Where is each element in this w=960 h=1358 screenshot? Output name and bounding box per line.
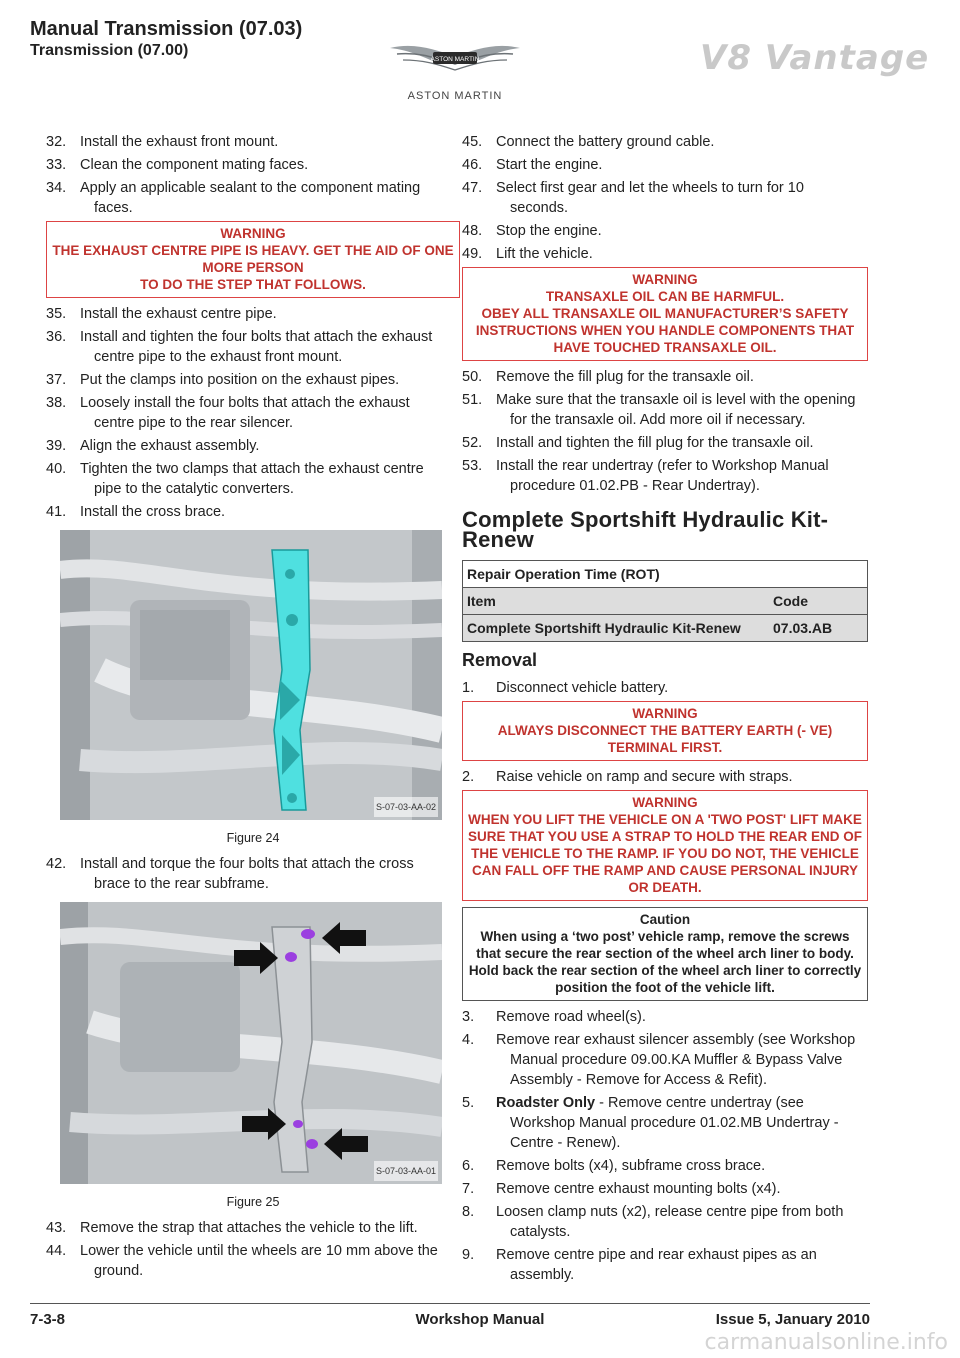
list-item xyxy=(46,436,460,456)
list-item xyxy=(462,1245,868,1285)
list-item xyxy=(46,1218,460,1238)
step-number: 36. xyxy=(46,329,67,345)
brand-name: ASTON MARTIN xyxy=(407,90,503,102)
step-text-cont: procedure 01.02.PB - Rear Undertray). xyxy=(510,478,760,494)
figure-caption: Figure 24 xyxy=(226,831,280,845)
warning-line: TRANSAXLE OIL CAN BE HARMFUL. xyxy=(545,289,785,304)
step-number: 43. xyxy=(46,1220,67,1236)
rot-row-code: 07.03.AB xyxy=(753,615,868,642)
step-text-cont: pipe to the catalytic converters. xyxy=(94,481,294,497)
step-text-cont: for the transaxle oil. Add more oil if necessary. xyxy=(510,412,806,428)
step-text: Remove the fill plug for the transaxle oil. xyxy=(496,369,754,385)
warning-line: OBEY ALL TRANSAXLE OIL MANUFACTURER’S SAFETY INSTRUCTIONS WHEN YOU HANDLE COMPONENTS THAT HAVE TOUCHED TRANSAXLE OIL. xyxy=(475,306,855,355)
model-name: V8 Vantage xyxy=(700,38,930,78)
step-number: 52. xyxy=(462,435,483,451)
step-text: Remove the strap that attaches the vehicle to the lift. xyxy=(80,1220,418,1236)
step-number: 1. xyxy=(462,680,475,696)
step-list xyxy=(46,854,460,894)
figure-25-image xyxy=(60,902,442,1184)
list-item xyxy=(46,854,460,894)
step-text-cont: seconds. xyxy=(510,200,569,216)
step-text: Remove road wheel(s). xyxy=(496,1009,646,1025)
step-number: 4. xyxy=(462,1032,475,1048)
step-text: Install the rear undertray (refer to Workshop Manual xyxy=(496,458,829,474)
figure-caption: Figure 25 xyxy=(226,1195,280,1209)
footer-divider xyxy=(30,1303,870,1304)
step-text: Align the exhaust assembly. xyxy=(80,438,260,454)
warning-box xyxy=(462,267,868,361)
list-item xyxy=(462,1030,868,1090)
warning-line: TO DO THE STEP THAT FOLLOWS. xyxy=(140,277,366,292)
list-item xyxy=(46,502,460,522)
warning-title: WARNING xyxy=(632,272,698,287)
warning-box xyxy=(462,701,868,761)
list-item xyxy=(462,1007,868,1027)
warning-line: ALWAYS DISCONNECT THE BATTERY EARTH (- VE) TERMINAL FIRST. xyxy=(497,723,833,755)
step-text-cont: brace to the rear subframe. xyxy=(94,876,269,892)
list-item xyxy=(46,132,460,152)
step-list xyxy=(462,767,868,787)
step-number: 53. xyxy=(462,458,483,474)
warning-title: WARNING xyxy=(632,706,698,721)
list-item xyxy=(462,1179,868,1199)
step-text: Raise vehicle on ramp and secure with straps. xyxy=(496,769,793,785)
caution-text: When using a ‘two post’ vehicle ramp, remove the screws that secure the rear section of the wheel arch liner to body. Hold back the rear section of the wheel arch liner to correctly position the foot of the vehicle lift. xyxy=(468,929,862,995)
step-text: Start the engine. xyxy=(496,157,603,173)
step-text: Remove rear exhaust silencer assembly (see Workshop xyxy=(496,1032,856,1048)
watermark: carmanualsonline.info xyxy=(704,1330,948,1355)
step-text-cont: centre pipe to the rear silencer. xyxy=(94,415,294,431)
step-text-cont: assembly. xyxy=(510,1267,575,1283)
list-item xyxy=(46,459,460,499)
warning-title: WARNING xyxy=(220,226,286,241)
step-text: Lower the vehicle until the wheels are 10 mm above the xyxy=(80,1243,438,1259)
step-number: 8. xyxy=(462,1204,475,1220)
step-number: 35. xyxy=(46,306,67,322)
list-item xyxy=(462,178,868,218)
step-number: 47. xyxy=(462,180,483,196)
list-item xyxy=(46,370,460,390)
step-text: Install the exhaust centre pipe. xyxy=(80,306,277,322)
step-number: 7. xyxy=(462,1181,475,1197)
list-item xyxy=(462,132,868,152)
rot-table xyxy=(462,560,868,642)
step-list xyxy=(462,1007,868,1090)
step-number: 42. xyxy=(46,856,67,872)
warning-box xyxy=(462,790,868,901)
step-number: 51. xyxy=(462,392,483,408)
list-item xyxy=(462,390,868,430)
page-number: 7-3-8 xyxy=(30,1311,66,1328)
step-text-cont: centre pipe to the exhaust front mount. xyxy=(94,349,343,365)
step-text: Connect the battery ground cable. xyxy=(496,134,715,150)
step-text: Disconnect vehicle battery. xyxy=(496,680,669,696)
step-text: Stop the engine. xyxy=(496,223,602,239)
step-text: Make sure that the transaxle oil is level with the opening xyxy=(496,392,856,408)
step-text: Lift the vehicle. xyxy=(496,246,593,262)
step-text: Remove bolts (x4), subframe cross brace. xyxy=(496,1158,766,1174)
warning-line: THE EXHAUST CENTRE PIPE IS HEAVY. GET THE AID OF ONE MORE PERSON xyxy=(52,243,454,275)
list-item xyxy=(462,155,868,175)
list-item xyxy=(462,1093,868,1153)
step-number: 40. xyxy=(46,461,67,477)
list-item xyxy=(462,367,868,387)
step-list xyxy=(46,1218,460,1281)
rot-row-item: Complete Sportshift Hydraulic Kit-Renew xyxy=(463,615,754,642)
step-number: 48. xyxy=(462,223,483,239)
step-bold-label: Roadster Only xyxy=(496,1095,596,1111)
step-number: 33. xyxy=(46,157,67,173)
list-item xyxy=(46,1241,460,1281)
step-number: 2. xyxy=(462,769,475,785)
left-column xyxy=(46,132,460,1284)
list-item xyxy=(462,678,868,698)
step-list xyxy=(462,367,868,496)
figure-code: S-07-03-AA-02 xyxy=(374,797,438,817)
list-item xyxy=(462,244,868,264)
step-number: 45. xyxy=(462,134,483,150)
step-text: Loosen clamp nuts (x2), release centre pipe from both xyxy=(496,1204,844,1220)
step-number: 6. xyxy=(462,1158,475,1174)
right-column xyxy=(462,132,868,1288)
step-number: 5. xyxy=(462,1095,475,1111)
list-item xyxy=(462,221,868,241)
step-text: Install the cross brace. xyxy=(80,504,226,520)
warning-title: WARNING xyxy=(632,795,698,810)
page-title: Manual Transmission (07.03) xyxy=(30,18,303,40)
step-text: Tighten the two clamps that attach the exhaust centre xyxy=(80,461,424,477)
step-list xyxy=(46,132,460,218)
step-number: 9. xyxy=(462,1247,475,1263)
step-number: 37. xyxy=(46,372,67,388)
figure-24-image xyxy=(60,530,442,820)
warning-line: WHEN YOU LIFT THE VEHICLE ON A 'TWO POST' LIFT MAKE SURE THAT YOU USE A STRAP TO HOLD THE REAR END OF THE VEHICLE TO THE RAMP. IF YOU DO NOT, THE VEHICLE CAN FALL OFF THE RAMP AND CAUSE PERSONAL INJURY OR DEATH. xyxy=(467,812,863,895)
step-number: 46. xyxy=(462,157,483,173)
step-text: Install and torque the four bolts that attach the cross xyxy=(80,856,414,872)
caution-title: Caution xyxy=(639,912,691,927)
step-text: Remove centre pipe and rear exhaust pipes as an xyxy=(496,1247,817,1263)
footer-manual-name: Workshop Manual xyxy=(415,1311,545,1328)
list-item xyxy=(46,178,460,218)
step-text-cont: faces. xyxy=(94,200,133,216)
step-number: 41. xyxy=(46,504,67,520)
logo-lettering: ASTON MARTIN xyxy=(430,56,480,63)
step-list xyxy=(462,678,868,698)
step-text: Select first gear and let the wheels to turn for 10 xyxy=(496,180,804,196)
step-list xyxy=(46,304,460,522)
step-text-cont: ground. xyxy=(94,1263,144,1279)
step-number: 38. xyxy=(46,395,67,411)
step-number: 50. xyxy=(462,369,483,385)
rot-col-item: Item xyxy=(463,588,754,615)
page-subtitle: Transmission (07.00) xyxy=(30,42,189,59)
step-list xyxy=(462,1093,868,1153)
step-text: Loosely install the four bolts that attach the exhaust xyxy=(80,395,410,411)
step-number: 39. xyxy=(46,438,67,454)
step-number: 3. xyxy=(462,1009,475,1025)
step-number: 32. xyxy=(46,134,67,150)
step-text: Remove centre exhaust mounting bolts (x4). xyxy=(496,1181,781,1197)
list-item xyxy=(462,1202,868,1242)
step-text: Clean the component mating faces. xyxy=(80,157,309,173)
section-title: Complete Sportshift Hydraulic Kit-Renew xyxy=(462,507,829,552)
list-item xyxy=(46,393,460,433)
step-text: - Remove centre undertray (see xyxy=(595,1095,804,1111)
list-item xyxy=(462,1156,868,1176)
step-list xyxy=(462,132,868,264)
warning-box xyxy=(46,221,460,298)
rot-table-title: Repair Operation Time (ROT) xyxy=(463,561,868,588)
step-text-cont: catalysts. xyxy=(510,1224,571,1240)
step-text: Install the exhaust front mount. xyxy=(80,134,279,150)
step-number: 49. xyxy=(462,246,483,262)
step-text: Install and tighten the fill plug for the transaxle oil. xyxy=(496,435,814,451)
list-item xyxy=(462,456,868,496)
footer-issue: Issue 5, January 2010 xyxy=(715,1311,870,1328)
list-item xyxy=(46,327,460,367)
figure-code: S-07-03-AA-01 xyxy=(374,1161,438,1181)
step-list xyxy=(462,1156,868,1285)
step-text-cont: Manual procedure 09.00.KA Muffler & Bypass Valve Assembly - Remove for Access & Refit). xyxy=(510,1052,843,1088)
step-text: Put the clamps into position on the exhaust pipes. xyxy=(80,372,400,388)
subsection-title: Removal xyxy=(462,650,538,670)
list-item xyxy=(462,767,868,787)
step-number: 34. xyxy=(46,180,67,196)
list-item xyxy=(46,304,460,324)
step-text: Apply an applicable sealant to the component mating xyxy=(80,180,421,196)
step-text: Install and tighten the four bolts that attach the exhaust xyxy=(80,329,433,345)
step-number: 44. xyxy=(46,1243,67,1259)
caution-box xyxy=(462,907,868,1001)
step-text-cont: Workshop Manual procedure 01.02.MB Undertray - Centre - Renew). xyxy=(510,1115,839,1151)
list-item xyxy=(462,433,868,453)
list-item xyxy=(46,155,460,175)
rot-col-code: Code xyxy=(753,588,868,615)
